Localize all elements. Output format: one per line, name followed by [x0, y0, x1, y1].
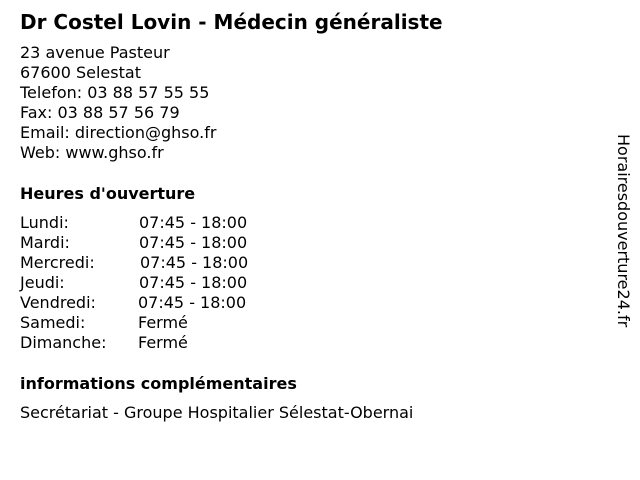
opening-hours-heading: Heures d'ouverture — [20, 184, 196, 203]
day-label: Mardi: — [20, 233, 70, 252]
contact-block — [20, 43, 216, 163]
hours-row-wednesday — [20, 253, 320, 273]
hours-row-monday — [20, 213, 320, 233]
day-hours: 07:45 - 18:00 — [139, 213, 248, 232]
page-title: Dr Costel Lovin - Médecin généraliste — [20, 10, 443, 34]
hours-row-tuesday — [20, 233, 320, 253]
day-label: Lundi: — [20, 213, 69, 232]
website-link[interactable]: Web: www.ghso.fr — [20, 143, 164, 162]
hours-row-sunday — [20, 333, 320, 353]
day-label: Samedi: — [20, 313, 86, 332]
day-label: Dimanche: — [20, 333, 107, 352]
day-hours: 07:45 - 18:00 — [139, 273, 248, 292]
day-hours: Fermé — [138, 313, 188, 332]
address-city: 67600 Selestat — [20, 63, 141, 82]
day-label: Vendredi: — [20, 293, 96, 312]
additional-info-heading: informations complémentaires — [20, 374, 297, 393]
day-label: Mercredi: — [20, 253, 95, 272]
fax-number: Fax: 03 88 57 56 79 — [20, 103, 180, 122]
site-brand-label: Horairesdouverture24.fr — [614, 134, 633, 328]
opening-hours-table — [20, 213, 320, 353]
day-hours: Fermé — [138, 333, 188, 352]
day-hours: 07:45 - 18:00 — [139, 233, 248, 252]
additional-info-text: Secrétariat - Groupe Hospitalier Sélestat-Obernai — [20, 403, 414, 422]
site-brand-vertical[interactable] — [613, 134, 633, 370]
hours-row-friday — [20, 293, 320, 313]
hours-row-saturday — [20, 313, 320, 333]
day-hours: 07:45 - 18:00 — [140, 253, 249, 272]
day-hours: 07:45 - 18:00 — [138, 293, 247, 312]
address-street: 23 avenue Pasteur — [20, 43, 170, 62]
phone-number[interactable]: Telefon: 03 88 57 55 55 — [20, 83, 210, 102]
email-address[interactable]: Email: direction@ghso.fr — [20, 123, 217, 142]
day-label: Jeudi: — [20, 273, 65, 292]
hours-row-thursday — [20, 273, 320, 293]
